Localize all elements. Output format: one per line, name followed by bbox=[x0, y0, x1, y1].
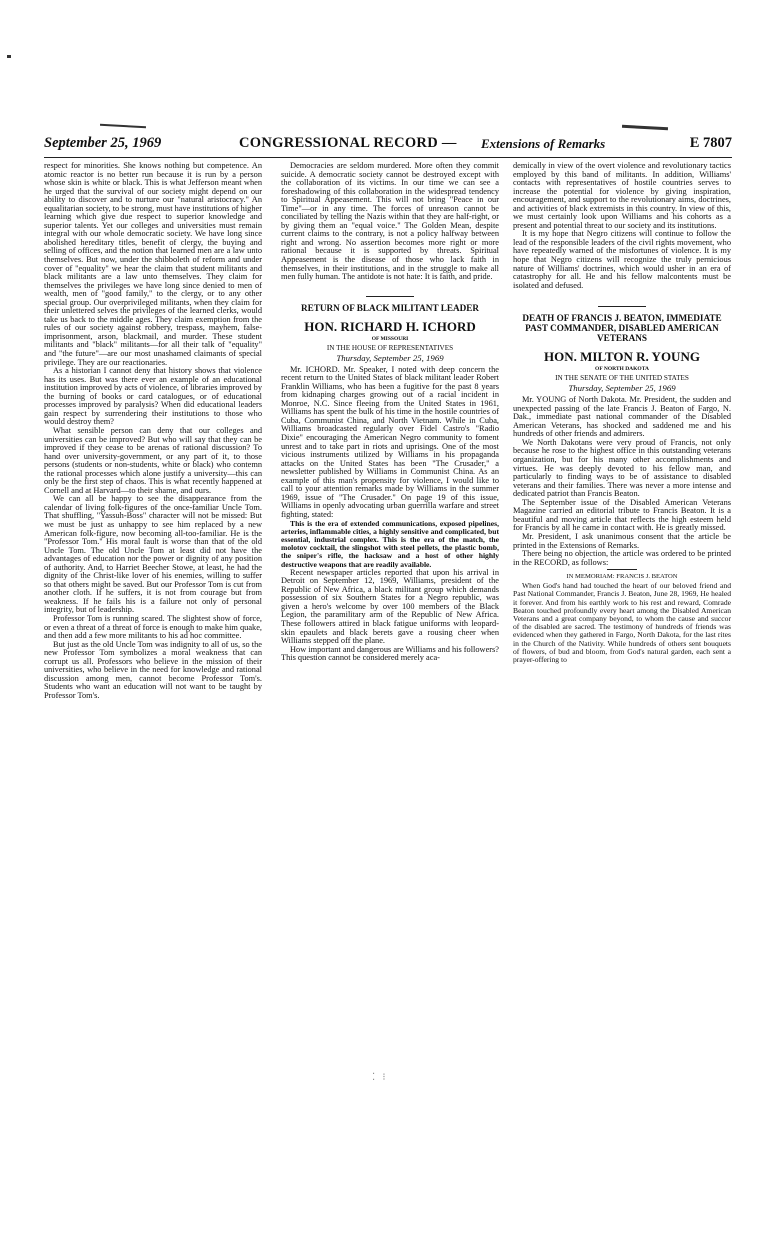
scan-mark-top-right bbox=[622, 125, 668, 130]
header-rule bbox=[44, 157, 732, 158]
speaker-name: HON. RICHARD H. ICHORD bbox=[304, 318, 476, 334]
article-title: RETURN OF BLACK MILITANT LEADER bbox=[301, 302, 479, 313]
paragraph: demically in view of the overt violence and revolutionary tactics employed by this band of militants. In addition, Williams' contacts with representatives of hostile countries serves to increase the potential for violence by giving inspiration, encouragement, and support to the revolutionary aims, doctrines, and activities of black extremists in this country. In view of this, we must certainly look upon Williams and his cohorts as a present and potential threat to our society and its institutions. bbox=[513, 161, 731, 230]
paragraph: Mr. ICHORD. Mr. Speaker, I noted with deep concern the recent return to the United States of black militant leader Robert Franklin Williams, who has been a fugitive for the past 8 years from kidnaping charges growing out of a racial incident in Monroe, N.C. Since fleeing from the United States in 1961, Williams has spent the bulk of his time in the hostile countries of Cuba, Communist China, and North Vietnam. While in Cuba, Williams broadcasted regularly over Fidel Castro's "Radio Dixie" encouraging the American Negro community to foment unrest and to take part in riots and uprisings. One of the most vicious instruments utilized by Williams in his propaganda attacks on the United States has been "The Crusader," a newsletter published by Williams in Communist China. As an example of this man's propensity for violence, I would like to call to your attention remarks made by Williams in the summer 1969, issue of "The Crusader." On page 19 of this issue, Williams in openly advocating urban guerrilla warfare and street fighting, stated: bbox=[281, 364, 499, 519]
speaker-state: OF NORTH DAKOTA bbox=[595, 366, 649, 373]
block-quote: This is the era of extended communications, exposed pipelines, arteries, inflammable cities, a highly sensitive and complicated, but essential, industrial complex. This is the era of the match, the molotov cocktail, the slingshot with steel pellets, the plastic bomb, the sniper's rifle, the hacksaw and a host of other highly destructive weapons that are readily available. bbox=[281, 518, 499, 569]
chamber: IN THE HOUSE OF REPRESENTATIVES bbox=[326, 343, 454, 352]
paragraph: But just as the old Uncle Tom was indignity to all of us, so the new Professor Tom symbolizes a moral weakness that can corrupt us all. Professors who believe in the mission of their universities, who believe in the need for knowledge and rational discussion among men, cannot become Professor Tom's. Students who want an education will not want to be taught by Professor Tom's. bbox=[44, 639, 262, 700]
paragraph: Professor Tom is running scared. The slightest show of force, or even a threat of a threat of force is enough to make him quake, and then add a few more militants to his ad hoc committee. bbox=[44, 613, 263, 641]
column-1 bbox=[44, 162, 262, 700]
article-divider bbox=[598, 306, 646, 307]
paragraph: We North Dakotans were very proud of Francis, not only because he rose to the highest office in this outstanding veterans organization, but for his many other accomplishments and virtues. He was deeply devoted to his fellow man, and particularly to finding ways to be of assistance to disabled veterans and their families. There was never a more intense and dedicated patriot than Francis Beaton. bbox=[513, 437, 731, 499]
paragraph: Democracies are seldom murdered. More often they commit suicide. A democratic society cannot be destroyed except with the collaboration of its victims. In our time we can see a foreshadowing of this collaboration in the widespread tendency to Spiritual Appeasement. This will not bring "Peace in our Time"—or in any time. The forces of unreason cannot be conciliated by telling the Nazis within that they are half-right, or by giving them an "equal voice." The Golden Mean, despite current claims to the contrary, is not a policy halfway between right and wrong. No assertion becomes more right or more rational because it is supported by threats. Spiritual Appeasement is the disease of those who lack faith in themselves, in their institutions, and in the struggle to make all men fully human. The antidote is not hate: It is faith, and pride. bbox=[281, 161, 499, 282]
page-header bbox=[44, 135, 732, 155]
chamber: IN THE SENATE OF THE UNITED STATES bbox=[555, 374, 689, 383]
paragraph: Recent newspaper articles reported that upon his arrival in Detroit on September 12, 1969, Williams, president of the Republic of New Africa, a black militant group which demands possession of six Southern States for a Negro republic, was given a hero's welcome by over 100 members of the Black Legion, the paramilitary arm of the Republic of New Africa. These followers attired in black fatigue uniforms with leopard-skin epaulets and black berets gave a rousing cheer when Williams stepped off the plane. bbox=[281, 567, 499, 646]
paragraph: Mr. YOUNG of North Dakota. Mr. President, the sudden and unexpected passing of the late Francis J. Beaton of Fargo, N. Dak., immediate past national commander of the Disabled American Veterans, has shocked and saddened me and his hundreds of other friends and admirers. bbox=[513, 395, 731, 439]
paragraph: The September issue of the Disabled American Veterans Magazine carried an editorial tribute to Francis Beaton. It is a beautiful and moving article that reflects the high esteem held for Francis by all he came in contact with. He is greatly missed. bbox=[513, 497, 731, 533]
paragraph: There being no objection, the article was ordered to be printed in the RECORD, as follows: bbox=[513, 549, 731, 567]
column-3 bbox=[513, 162, 731, 664]
column-2 bbox=[281, 162, 499, 663]
header-page-number: E 7807 bbox=[689, 135, 732, 151]
memoriam-title: IN MEMORIAM: FRANCIS J. BEATON bbox=[566, 573, 678, 581]
article-divider bbox=[366, 296, 414, 297]
paragraph: It is my hope that Negro citizens will continue to follow the lead of the responsible leaders of the civil rights movement, who have repeatedly warned of the misfortunes of violence. It is my hope that Negro citizens will recognize the truly pernicious nature of Williams' doctrines, which would usher in an era of catastrophy for all. He and his fellow malcontents must be isolated and defused. bbox=[513, 229, 731, 290]
paragraph: What sensible person can deny that our colleges and universities can be improved? But who will say that they can be improved if they cease to be arenas of rational discussion? To hand over university-government, or any part of it, to those persons (students or non-students, white or black) who contemn the rational processes which alone justify a university—this can only be the first step of chaos. This is what recently happened at Cornell and at Harvard—to their shame, and ours. bbox=[44, 425, 262, 495]
scan-smudge: ⁚ ⁝ bbox=[372, 1072, 388, 1083]
scan-mark-top-left bbox=[100, 124, 146, 128]
speaker-state: OF MISSOURI bbox=[371, 335, 409, 342]
memoriam-text: When God's hand had touched the heart of our beloved friend and Past National Commander, Francis J. Beaton, June 28, 1969, He healed it forever. And from his earthly work to his rest and reward, Comrade Beaton touched profoundly every heart among the Disabled American Veterans and a great company beyond, to whom the cause and succor of the disabled are sacred. The testimony of hundreds of friends was evidenced when they gathered in Fargo, North Dakota, for the last rites in the Church of the Nativity. While hundreds of others sent bouquets of flowers, of bud and bloom, from God's natural garden, each sent a prayer-offering to bbox=[513, 581, 731, 664]
paragraph: Mr. President, I ask unanimous consent that the article be printed in the Extensions of Remarks. bbox=[513, 531, 731, 550]
header-date: September 25, 1969 bbox=[44, 135, 162, 151]
header-section: Extensions of Remarks bbox=[481, 136, 606, 151]
paragraph: respect for minorities. She knows nothing but competence. An atomic reactor is no better run because it is run by a person whose skin is white or black. This is what Jefferson meant when he urged that the survival of our society might depend on our ability to discover and to nurture our "natural aristocracy." An equalitarian society, to be strong, must have institutions of higher learning which give due respect to superior knowledge and superior talents. Yet our colleges and universities must remain integral with our whole democratic society. We have long since abolished hereditary titles, benefit of clergy, the buying and selling of offices, and the notion that learned men are a law unto themselves. But now, under the shibboleth of reform and under cover of "equality" we hear the claim that student militants and black militants are a law unto themselves. They claim for themselves the privileges we have long since denied to men of wealth, men of "good family," to the clergy, or to any other special group. Our overprivileged militants, when they claim for their unlettered selves the privileges of the learned clerks, would take us back to the middle ages. They claim exemption from the rules of our society against robbery, trespass, mayhem, false-imprisonment, arson, blackmail, and murder. These student militants and "black" militants—for all their talk of "equality" and "the future"—are our most unashamed claimants of special privilege. They are our reactionaries. bbox=[44, 161, 262, 367]
header-title: CONGRESSIONAL RECORD — bbox=[239, 135, 457, 151]
paragraph: We can all be happy to see the disappearance from the calendar of living folk-figures of the once-familiar Uncle Tom. That shuffling, "Yassuh-Boss" character will not be missed: But we must be just as unhappy to see him replaced by a new American folk-figure, now becoming all-too-familiar. He is the "Professor Tom." His moral fault is worse than that of the old Uncle Tom. The old Uncle Tom at least did not have the advantages of education nor the power or dignity of any position of authority. And, to Harriet Beecher Stowe, at least, he had the dignity of the Christ-like lover of his enemies, willing to suffer so that others might be saved. But our Professor Tom is cut from another cloth. If he suffers, it is not from courage but from weakness. If he fails his is a failure not only of personal integrity, but of leadership. bbox=[44, 494, 262, 615]
scan-mark-left bbox=[7, 55, 11, 58]
dateline: Thursday, September 25, 1969 bbox=[336, 352, 444, 363]
speaker-name: HON. MILTON R. YOUNG bbox=[544, 349, 700, 365]
paragraph: As a historian I cannot deny that history shows that violence has its uses. But was there ever an example of an educational institution improved by acts of violence, of libraries improved by the burning of books or card catalogues, or of educational processes improved by paralysis? When did educational leaders gain respect by surrendering their institutions to those who would destroy them? bbox=[44, 366, 262, 427]
paragraph: How important and dangerous are Williams and his followers? This question cannot be considered merely aca- bbox=[281, 644, 499, 663]
article-divider bbox=[607, 569, 637, 570]
article-title: DEATH OF FRANCIS J. BEATON, IMMEDIATE PAST COMMANDER, DISABLED AMERICAN VETERANS bbox=[522, 313, 722, 344]
dateline: Thursday, September 25, 1969 bbox=[568, 383, 676, 394]
